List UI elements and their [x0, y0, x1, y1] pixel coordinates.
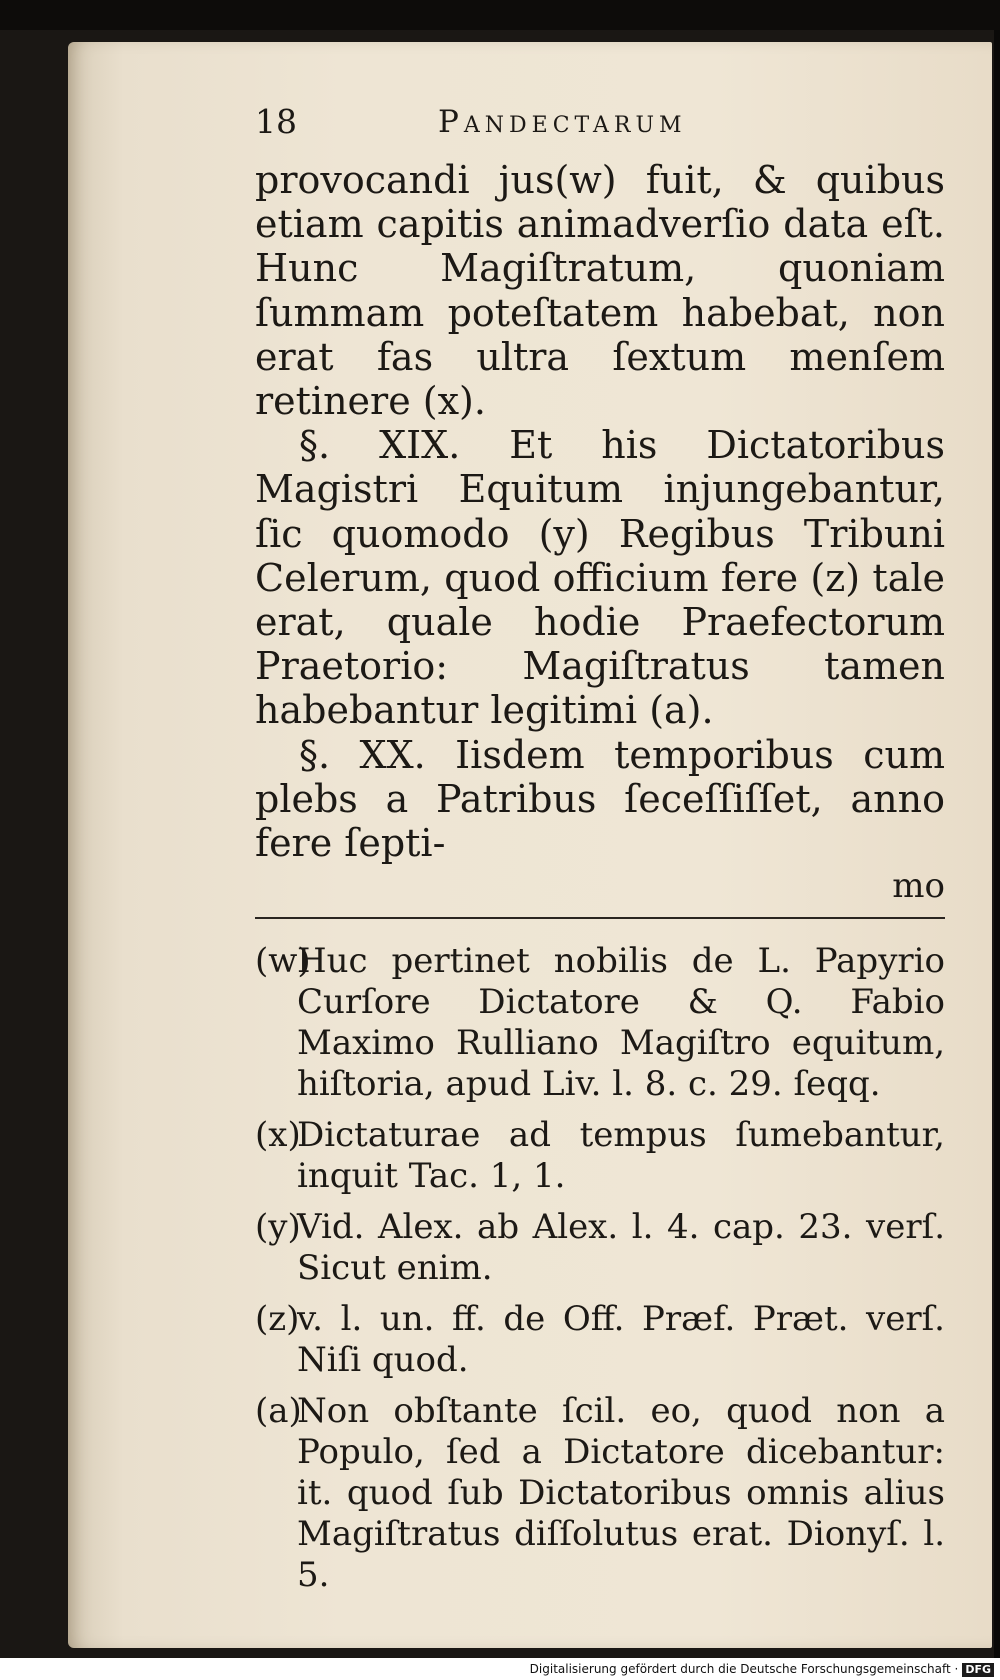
footnote-text: Dictaturae ad tempus ſumebantur, inquit Tac. 1, 1. — [297, 1115, 945, 1197]
footnote — [255, 1299, 945, 1381]
dfg-logo: DFG — [962, 1663, 994, 1677]
footnote-text: v. l. un. ff. de Off. Præf. Præt. verſ. Niſi quod. — [297, 1299, 945, 1381]
footnote — [255, 1391, 945, 1596]
footnote-mark: (w) — [255, 941, 311, 982]
footnote — [255, 941, 945, 1105]
running-head — [255, 102, 945, 148]
footnote — [255, 1115, 945, 1197]
paragraph: provocandi jus(w) fuit, & quibus etiam capitis animadverſio data eſt. Hunc Magiſtratum, quoniam ſummam poteſtatem habebat, non erat fas ultra ſextum menſem retinere (x). — [255, 158, 945, 424]
page-number: 18 — [255, 102, 297, 141]
footnote-rule — [255, 917, 945, 919]
footnote-mark: (z) — [255, 1299, 300, 1340]
catchword: mo — [892, 866, 945, 907]
footnote — [255, 1207, 945, 1289]
running-title: Pandectarum — [438, 104, 687, 140]
footnote-mark: (x) — [255, 1115, 301, 1156]
credit-text: Digitalisierung gefördert durch die Deutsche Forschungsgemeinschaft · — [529, 1662, 959, 1676]
scan-right-edge — [994, 30, 1000, 1658]
footnote-text: Huc pertinet nobilis de L. Papyrio Curſore Dictatore & Q. Fabio Maximo Rulliano Magiſtro equitum, hiſtoria, apud Liv. l. 8. c. 29. ſeqq. — [297, 941, 945, 1105]
footnote-text: Vid. Alex. ab Alex. l. 4. cap. 23. verſ. Sicut enim. — [297, 1207, 945, 1289]
page-content — [255, 102, 945, 1606]
paragraph: §. XX. Iisdem temporibus cum plebs a Patribus ſeceſſiſſet, anno fere ſepti- — [255, 732, 945, 866]
digitization-credit — [0, 1658, 1000, 1680]
main-text — [255, 158, 945, 865]
footnote-text: Non obſtante ſcil. eo, quod non a Populo, ſed a Dictatore dicebantur: it. quod ſub Dictatoribus omnis alius Magiſtratus diſſolutus erat. Dionyſ. l. 5. — [297, 1391, 945, 1596]
footnote-mark: (y) — [255, 1207, 301, 1248]
footnotes — [255, 941, 945, 1596]
paragraph: §. XIX. Et his Dictatoribus Magistri Equitum injungebantur, ſic quomodo (y) Regibus Tribuni Celerum, quod officium fere (z) tale erat, quale hodie Praefectorum Praetorio: Magiſtratus tamen habebantur legitimi (a). — [255, 423, 945, 733]
footnote-mark: (a) — [255, 1391, 302, 1432]
